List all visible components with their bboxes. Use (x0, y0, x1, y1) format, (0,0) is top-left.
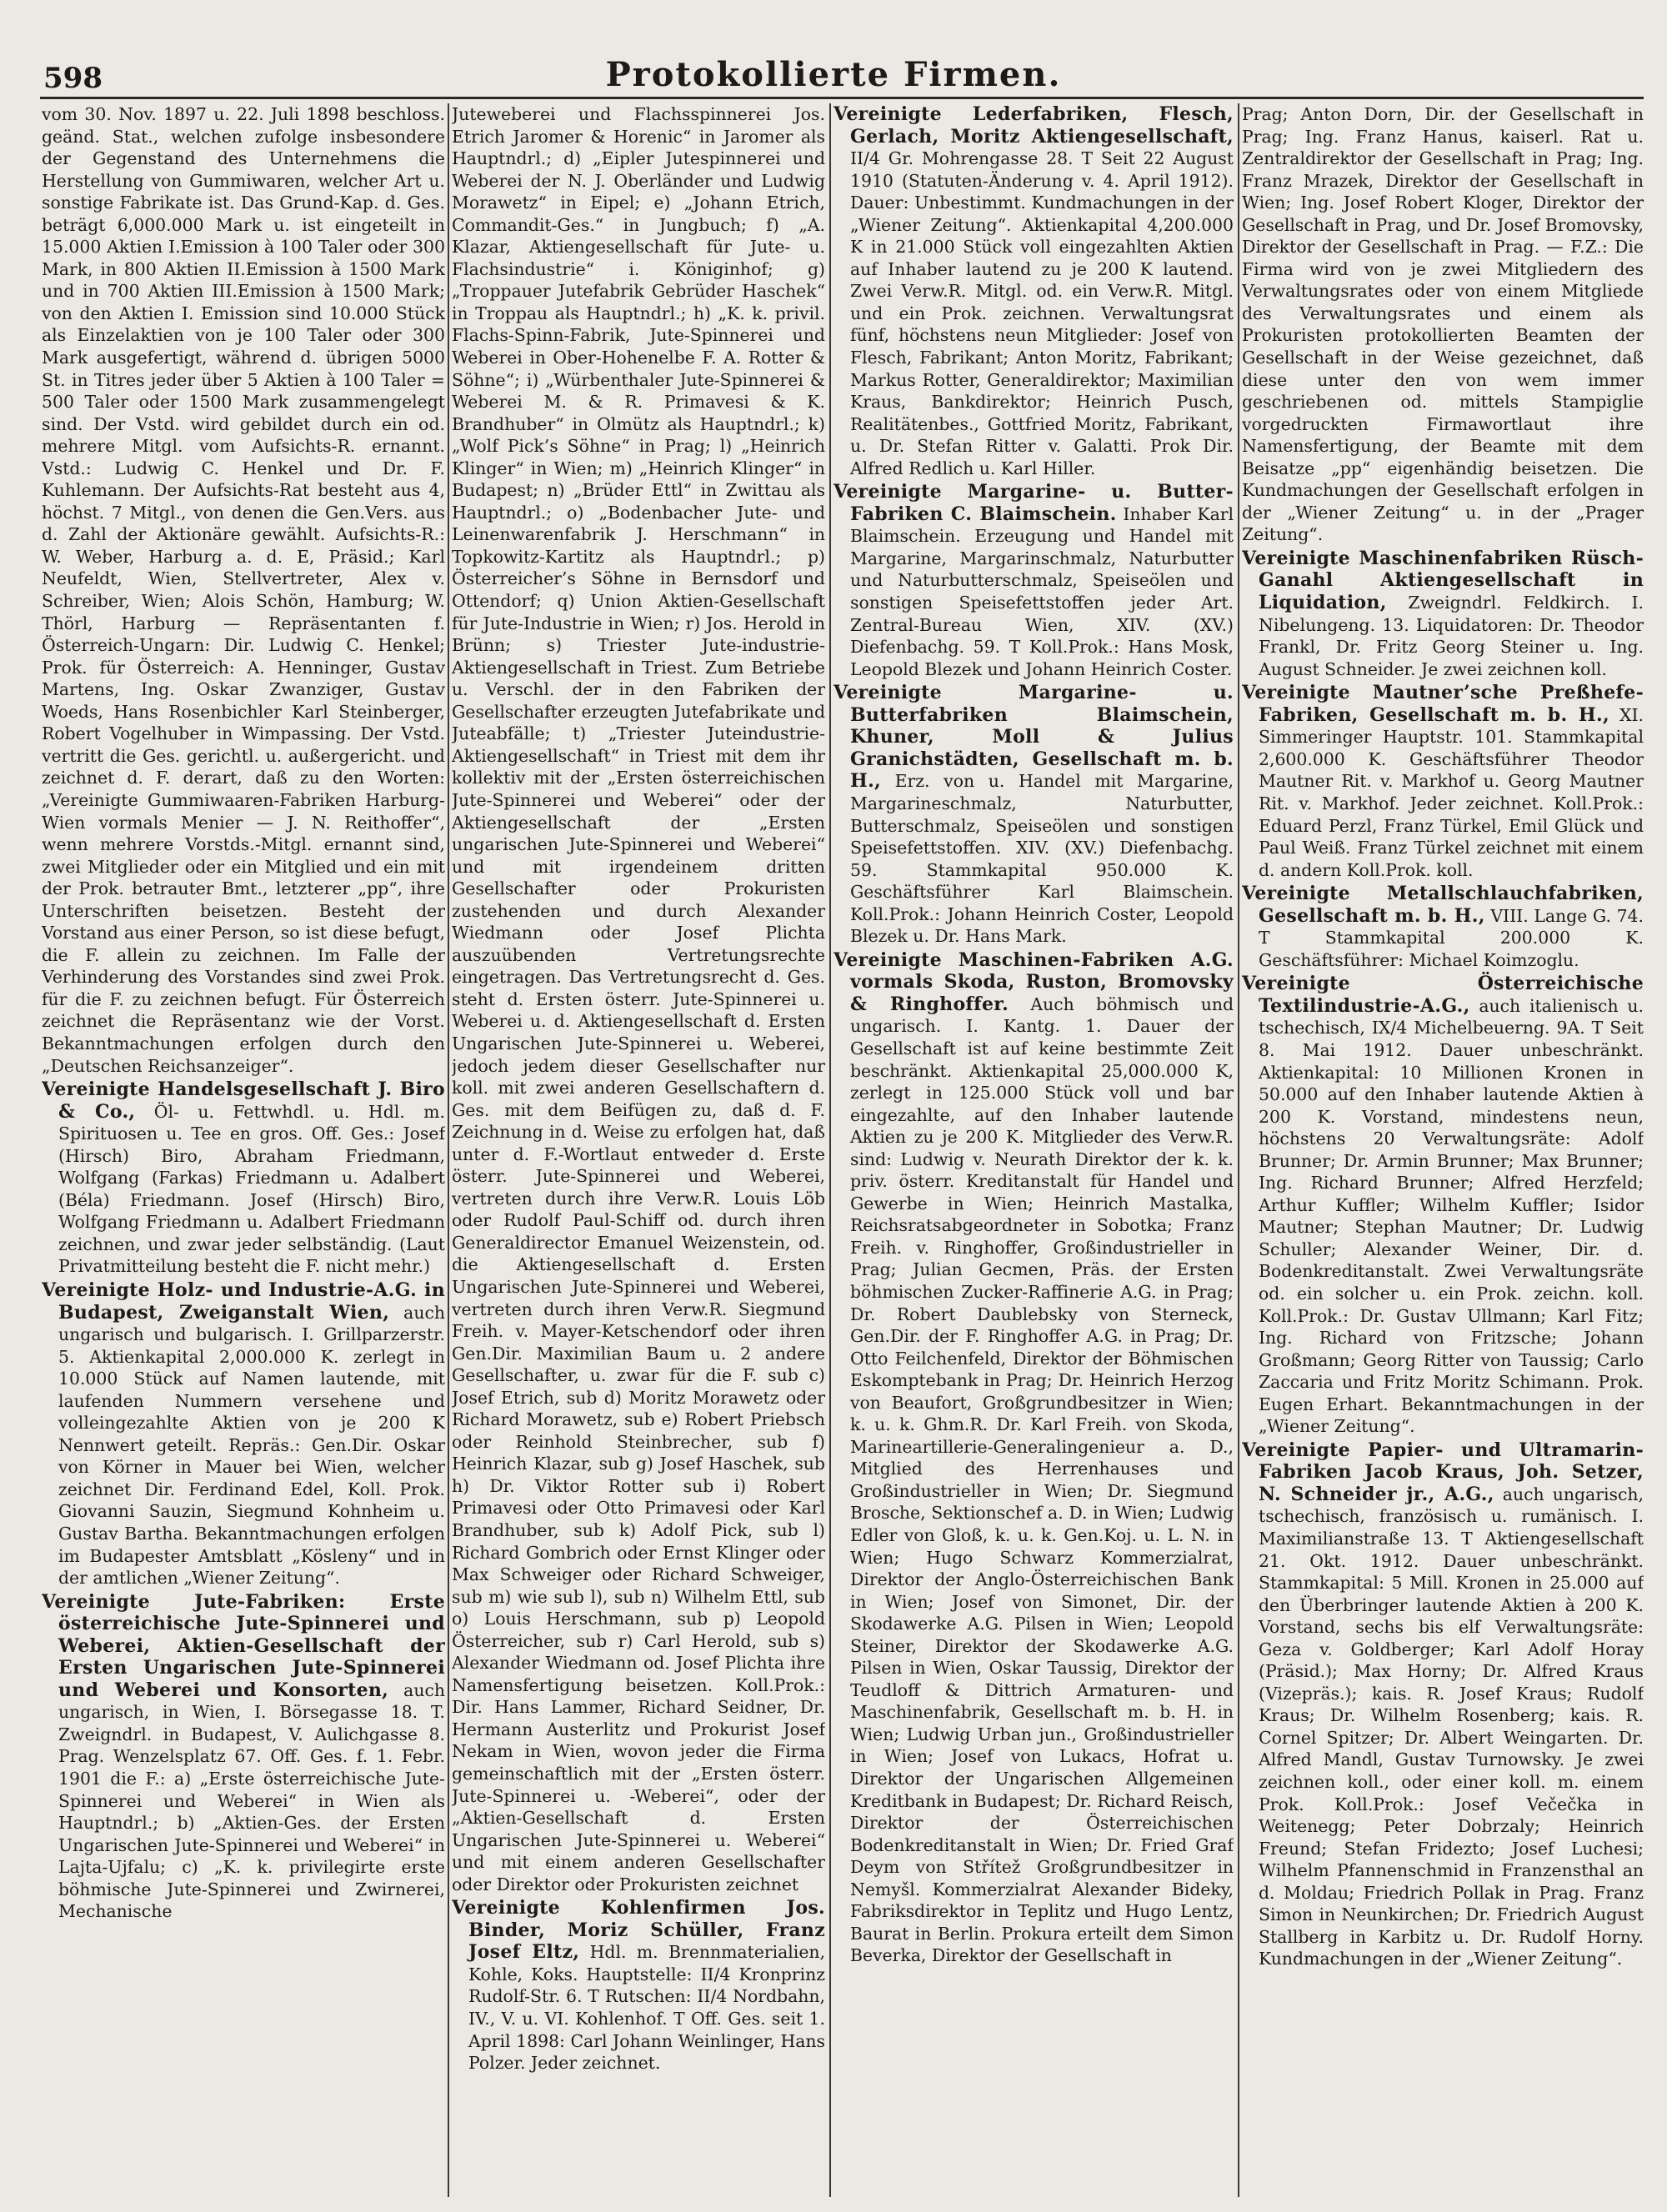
firm-entry (1242, 548, 1644, 680)
firm-entry (834, 682, 1234, 948)
entry-text: Erz. von u. Handel mit Margarine, Margarineschmalz, Naturbutter, Butterschmalz, Speiseölen und sonstigen Speisefettstoffen. XIV. (XV.) Diefenbachg. 59. Stammkapital 950.000 K. Geschäftsführer Karl Blaimschein. Koll.Prok.: Johann Heinrich Coster, Leopold Blezek u. Dr. Hans Mark. (850, 771, 1234, 947)
firm-name: Vereinigte Margarine- u. Butterfabriken Blaimschein, Khuner, Moll & Julius Granichstädten, Gesellschaft m. b. H., (834, 682, 1234, 793)
firm-entry (1242, 973, 1644, 1437)
firm-name: Vereinigte Mautner’sche Preßhefe-Fabriken, Gesellschaft m. b. H., (1242, 682, 1644, 726)
entry-text: II/4 Gr. Mohrengasse 28. T Seit 22 August 1910 (Statuten-Änderung v. 4. April 1912). Dauer: Unbestimmt. Kundmachungen in der „Wiener Zeitung“. Aktienkapital 4,200.000 K in 21.000 Stück voll eingezahlten Aktien auf Inhaber lautend zu je 200 K lautend. Zwei Verw.R. Mitgl. od. ein Verw.R. Mitgl. und ein Prok. zeichnen. Verwaltungsrat fünf, höchstens neun Mitglieder: Josef von Flesch, Fabrikant; Anton Moritz, Fabrikant; Markus Rotter, Generaldirektor; Maximilian Kraus, Bankdirektor; Heinrich Pusch, Realitätenbes., Gottfried Moritz, Fabrikant, u. Dr. Stefan Ritter v. Galatti. Prok Dir. Alfred Redlich u. Karl Hiller. (850, 148, 1234, 478)
firm-name: Vereinigte Metallschlauchfabriken, Gesellschaft m. b. H., (1242, 883, 1644, 927)
entry-text: XI. Simmeringer Hauptstr. 101. Stammkapital 2,600.000 K. Geschäftsführer Theodor Mautner Rit. v. Markhof u. Georg Mautner Rit. v. Markhof. Jeder zeichnet. Koll.Prok.: Eduard Perzl, Franz Türkel, Emil Glück und Paul Weiß. Franz Türkel zeichnet mit einem d. andern Koll.Prok. koll. (1259, 704, 1644, 880)
column-3 (834, 103, 1234, 2204)
entry-text: auch italienisch u. tschechisch, IX/4 Michelbeuerng. 9A. T Seit 8. Mai 1912. Dauer unbeschränkt. Aktienkapital: 10 Millionen Kronen in 50.000 auf den Inhaber lautende Aktien à 200 K. Vorstand, mindestens neun, höchstens 20 Verwaltungsräte: Adolf Brunner; Dr. Armin Brunner; Max Brunner; Ing. Richard Brunner; Alfred Herzfeld; Arthur Kuffler; Wilhelm Kuffler; Isidor Mautner; Stephan Mautner; Dr. Ludwig Schuller; Alexander Weiner, Dir. d. Bodenkreditanstalt. Zwei Verwaltungsräte od. ein solcher u. ein Prok. zeichn. koll. Koll.Prok.: Dr. Gustav Ullmann; Karl Fitz; Ing. Richard von Fritzsche; Johann Großmann; Georg Ritter von Taussig; Carlo Zaccaria und Fritz Moritz Schimann. Prok. Eugen Erhart. Bekanntmachungen in der „Wiener Zeitung“. (1259, 995, 1644, 1437)
entry-text: Inhaber Karl Blaimschein. Erzeugung und Handel mit Margarine, Margarinschmalz, Naturbutter und Naturbutterschmalz, Speiseölen und sonstigen Speisefettstoffen jeder Art. Zentral-Bureau Wien, XIV. (XV.) Diefenbachg. 59. T Koll.Prok.: Hans Mosk, Leopold Blezek und Johann Heinrich Coster. (850, 503, 1234, 679)
entry-continuation (42, 103, 445, 1077)
entry-text: Zweigndrl. Feldkirch. I. Nibelungeng. 13. Liquidatoren: Dr. Theodor Frankl, Dr. Fritz Georg Steiner u. Ing. August Schneider. Je zwei zeichnen koll. (1259, 593, 1644, 679)
entry-text: auch ungarisch, tschechisch, französisch u. rumänisch. I. Maximilianstraße 13. T Aktiengesellschaft 21. Okt. 1912. Dauer unbeschränkt. Stammkapital: 5 Mill. Kronen in 25.000 auf den Überbringer lautende Aktien à 200 K. Vorstand, sechs bis elf Verwaltungsräte: Geza v. Goldberger; Karl Adolf Horay (Präsid.); Max Horny; Dr. Alfred Kraus (Vizepräs.); kais. R. Josef Kraus; Rudolf Kraus; Dr. Wilhelm Rosenberg; kais. R. Cornel Spitzer; Dr. Albert Weingarten. Dr. Alfred Mandl, Gustav Turnowsky. Je zwei zeichnen koll., oder einer koll. m. einem Prok. Koll.Prok.: Josef Večečka in Weitenegg; Peter Dobrzaly; Heinrich Freund; Stefan Fridezto; Josef Luchesi; Wilhelm Pfannenschmid in Franzensthal an d. Moldau; Friedrich Pollak in Prag. Franz Simon in Neunkirchen; Dr. Friedrich August Stallberg in Karbitz u. Dr. Rudolf Horny. Kundmachungen in der „Wiener Zeitung“. (1259, 1484, 1644, 1969)
firm-name: Vereinigte Maschinen-Fabriken A.G. vormals Skoda, Ruston, Bromovsky & Ringhoffer. (834, 948, 1234, 1015)
entry-text: Öl- u. Fettwhdl. u. Hdl. m. Spirituosen u. Tee en gros. Off. Ges.: Josef (Hirsch) Biro, Abraham Friedmann, Wolfgang (Farkas) Friedmann u. Adalbert (Béla) Friedmann. Josef (Hirsch) Biro, Wolfgang Friedmann u. Adalbert Friedmann zeichnen, und zwar jeder selbständig. (Laut Privatmitteilung besteht die F. nicht mehr.) (58, 1101, 445, 1277)
firm-name: Vereinigte Österreichische Textilindustrie-A.G., (1242, 973, 1644, 1017)
firm-entry (1242, 682, 1644, 881)
firm-entry (42, 1078, 445, 1278)
entry-text: Auch böhmisch und ungarisch. I. Kantg. 1. Dauer der Gesellschaft ist auf keine bestimmte Zeit beschränkt. Aktienkapital 25,000.000 K, zerlegt in 125.000 Stück voll und bar eingezahlte, auf den Inhaber lautende Aktien zu je 200 K. Mitglieder des Verw.R. sind: Ludwig v. Neurath Direktor der k. k. priv. österr. Kreditanstalt für Handel und Gewerbe in Wien; Heinrich Mastalka, Reichsratsabgeordneter in Sobotka; Franz Freih. v. Ringhoffer, Großindustrieller in Prag; Julian Gecmen, Präs. der Ersten böhmischen Zucker-Raffinerie A.G. in Prag; Dr. Robert Daublebsky von Sterneck, Gen.Dir. der F. Ringhoffer A.G. in Prag; Dr. Otto Feilchenfeld, Direktor der Böhmischen Eskomptebank in Prag; Dr. Heinrich Herzog von Beaufort, Großgrundbesitzer in Wien; k. u. k. Ghm.R. Dr. Karl Freih. von Skoda, Marineartillerie-Generalingenieur a. D., Mitglied des Herrenhauses und Großindustrieller in Wien; Dr. Siegmund Brosche, Sektionschef a. D. in Wien; Ludwig Edler von Gloß, k. u. k. Gen.Koj. u. L. N. in Wien; Hugo Schwarz Kommerzialrat, Direktor der Anglo-Österreichischen Bank in Wien; Josef von Simonet, Dir. der Skodawerke A.G. Pilsen in Wien; Leopold Steiner, Direktor der Skodawerke A.G. Pilsen in Wien, Oskar Taussig, Direktor der Teudloff & Dittrich Armaturen- und Maschinenfabrik, Gesellschaft m. b. H. in Wien; Ludwig Urban jun., Großindustrieller in Wien; Josef von Lukacs, Hofrat u. Direktor der Ungarischen Allgemeinen Kreditbank in Budapest; Dr. Richard Reisch, Direktor der Österreichischen Bodenkreditanstalt in Wien; Dr. Fried Graf Deym von Střítež Großgrundbesitzer in Nemyšl. Kommerzialrat Alexander Bideky, Fabriksdirektor in Teplitz und Hugo Lentz, Baurat in Berlin. Prokura erteilt dem Simon Beverka, Direktor der Gesellschaft in (850, 993, 1234, 1966)
firm-entry (452, 1897, 825, 2074)
firm-entry (42, 1279, 445, 1589)
column-divider (448, 103, 449, 2197)
running-head: Protokollierte Firmen. (605, 55, 1062, 94)
entry-text: VIII. Lange G. 74. T Stammkapital 200.000 K. Geschäftsführer: Michael Koimzoglu. (1259, 905, 1644, 970)
firm-entry (834, 949, 1234, 1967)
header-rule (40, 97, 1644, 99)
firm-name: Vereinigte Handelsgesellschaft J. Biro & Co., (42, 1078, 445, 1123)
firm-name: Vereinigte Papier- und Ultramarin-Fabriken Jacob Kraus, Joh. Setzer, N. Schneider jr., A.G., (1242, 1439, 1644, 1505)
entry-text: Juteweberei und Flachsspinnerei Jos. Etrich Jaromer & Horenic“ in Jaromer als Hauptndrl.; d) „Eipler Jutespinnerei und Weberei der N. J. Oberländer und Ludwig Morawetz“ in Eipel; e) „Johann Etrich, Commandit-Ges.“ in Jungbuch; f) „A. Klazar, Aktiengesellschaft für Jute- u. Flachsindustrie“ i. Königinhof; g) „Troppauer Jutefabrik Gebrüder Haschek“ in Troppau als Hauptndrl.; h) „K. k. privil. Flachs-Spinn-Fabrik, Jute-Spinnerei und Weberei in Ober-Hohenelbe F. A. Rotter & Söhne“; i) „Würbenthaler Jute-Spinnerei & Weberei M. & R. Primavesi & K. Brandhuber“ in Olmütz als Hauptndrl.; k) „Wolf Pick’s Söhne“ in Prag; l) „Heinrich Klinger“ in Wien; m) „Heinrich Klinger“ in Budapest; n) „Brüder Ettl“ in Zwittau als Hauptndrl.; o) „Bodenbacher Jute- und Leinenwarenfabrik J. Herschmann“ in Topkowitz-Kartitz als Hauptndrl.; p) Österreicher’s Söhne in Bernsdorf und Ottendorf; q) Union Aktien-Gesellschaft für Jute-Industrie in Wien; r) Jos. Herold in Brünn; s) Triester Jute-industrie-Aktiengesellschaft in Triest. Zum Betriebe u. Verschl. der in den Fabriken der Gesellschafter erzeugten Jutefabrikate und Juteabfälle; t) „Triester Juteindustrie-Aktiengesellschaft“ in Triest mit dem ihr kollektiv mit der „Ersten österreichischen Jute-Spinnerei und Weberei“ oder der Aktiengesellschaft der „Ersten ungarischen Jute-Spinnerei und Weberei“ und mit irgendeinem dritten Gesellschafter oder Prokuristen zustehenden und durch Alexander Wiedmann oder Josef Plichta auszuübenden Vertretungsrechte eingetragen. Das Vertretungsrecht d. Ges. steht d. Ersten österr. Jute-Spinnerei u. Weberei u. d. Aktiengesellschaft d. Ersten Ungarischen Jute-Spinnerei u. Weberei, jedoch jedem dieser Gesellschafter nur koll. mit zwei anderen Gesellschaftern d. Ges. mit dem Beifügen zu, daß d. F. Zeichnung in d. Weise zu erfolgen hat, daß unter d. F.-Wortlaut entweder d. Erste österr. Jute-Spinnerei und Weberei, vertreten durch ihre Verw.R. Louis Löb oder Rudolf Paul-Schiff od. durch ihren Generaldirector Emanuel Weizenstein, od. die Aktiengesellschaft d. Ersten Ungarischen Jute-Spinnerei und Weberei, vertreten durch ihren Verw.R. Siegmund Freih. v. Mayer-Ketschendorf oder ihren Gen.Dir. Maximilian Baum u. 2 andere Gesellschafter, u. zwar für die F. sub c) Josef Etrich, sub d) Moritz Morawetz oder Richard Morawetz, sub e) Robert Priebsch oder Reinhold Steinbrecher, sub f) Heinrich Klazar, sub g) Josef Haschek, sub h) Dr. Viktor Rotter sub i) Robert Primavesi oder Otto Primavesi oder Karl Brandhuber, sub k) Adolf Pick, sub l) Richard Gombrich oder Ernst Klinger oder Max Schweiger oder Richard Schweiger, sub m) wie sub l), sub n) Wilhelm Ettl, sub o) Louis Herschmann, sub p) Leopold Österreicher, sub r) Carl Herold, sub s) Alexander Wiedmann od. Josef Plichta ihre Namensfertigung beisetzen. Koll.Prok.: Dir. Hans Lammer, Richard Seidner, Dr. Hermann Austerlitz und Prokurist Josef Nekam in Wien, wovon jeder die Firma gemeinschaftlich mit der „Ersten österr. Jute-Spinnerei u. -Weberei“, oder der „Aktien-Gesellschaft d. Ersten Ungarischen Jute-Spinnerei u. Weberei“ und mit einem anderen Gesellschafter oder Direktor oder Prokuristen zeichnet (452, 104, 825, 1894)
firm-name: Vereinigte Lederfabriken, Flesch, Gerlach, Moritz Aktiengesellschaft, (834, 103, 1234, 148)
page-number: 598 (43, 62, 103, 95)
entry-continuation (1242, 103, 1644, 546)
column-divider (829, 103, 831, 2197)
entry-continuation (452, 103, 825, 1895)
entry-text: auch ungarisch und bulgarisch. I. Grillparzerstr. 5. Aktienkapital 2,000.000 K. zerlegt in 10.000 Stück auf Namen lautende, mit laufenden Nummern versehene und volleingezahlte Aktien von je 200 K Nennwert geteilt. Repräs.: Gen.Dir. Oskar von Körner in Mauer bei Wien, welcher zeichnet Dir. Ferdinand Edel, Koll. Prok. Giovanni Sauzin, Siegmund Kohnheim u. Gustav Bartha. Bekanntmachungen erfolgen im Budapester Amtsblatt „Kösleny“ und in der amtlichen „Wiener Zeitung“. (58, 1302, 445, 1589)
firm-entry (834, 103, 1234, 479)
firm-name: Vereinigte Holz- und Industrie-A.G. in Budapest, Zweiganstalt Wien, (42, 1279, 445, 1324)
column-2 (452, 103, 825, 2204)
entry-text: vom 30. Nov. 1897 u. 22. Juli 1898 beschloss. geänd. Stat., welchen zufolge insbesondere der Gegenstand des Unternehmens die Herstellung von Gummiwaren, welcher Art u. sonstige Fabrikate ist. Das Grund-Kap. d. Ges. beträgt 6,000.000 Mark u. ist eingeteilt in 15.000 Aktien I.Emission à 100 Taler oder 300 Mark, in 800 Aktien II.Emission à 1500 Mark und in 700 Aktien III.Emission à 1500 Mark; von den Aktien I. Emission sind 10.000 Stück als Einzelaktien von je 100 Taler oder 300 Mark ausgefertigt, während d. übrigen 5000 St. in Titres jeder über 5 Aktien à 100 Taler = 500 Taler oder 1500 Mark zusammengelegt sind. Der Vstd. wird gebildet durch ein od. mehrere Mitgl. vom Aufsichts-R. ernannt. Vstd.: Ludwig C. Henkel und Dr. F. Kuhlemann. Der Aufsichts-Rat besteht aus 4, höchst. 7 Mitgl., von denen die Gen.Vers. aus d. Zahl der Aktionäre gewählt. Aufsichts-R.: W. Weber, Harburg a. d. E, Präsid.; Karl Neufeldt, Wien, Stellvertreter, Alex v. Schreiber, Wien; Alois Schön, Hamburg; W. Thörl, Harburg — Repräsentanten f. Österreich-Ungarn: Dir. Ludwig C. Henkel; Prok. für Österreich: A. Henninger, Gustav Martens, Ing. Oskar Zwanziger, Gustav Woeds, Hans Rosenbichler Karl Steinberger, Robert Vogelhuber in Wimpassing. Der Vstd. vertritt die Ges. gerichtl. u. außergericht. und zeichnet d. F. derart, daß zu den Worten: „Vereinigte Gummiwaaren-Fabriken Harburg-Wien vormals Menier — J. N. Reithoffer“, wenn mehrere Vorstds.-Mitgl. ernannt sind, zwei Mitglieder oder ein Mitglied und ein mit der Prok. betrauter Bmt., letzterer „pp“, ihre Unterschriften beisetzen. Besteht der Vorstand aus einer Person, so ist diese befugt, die F. allein zu zeichnen. Im Falle der Verhinderung des Vorstandes sind zwei Prok. für die F. zu zeichnen befugt. Für Österreich zeichnet die Repräsentanz wie der Vorst. Bekanntmachungen erfolgen durch den „Deutschen Reichsanzeiger“. (42, 104, 445, 1076)
entry-text: Hdl. m. Brennmaterialien, Kohle, Koks. Hauptstelle: II/4 Kronprinz Rudolf-Str. 6. T Rutschen: II/4 Nordbahn, IV., V. u. VI. Kohlenhof. T Off. Ges. seit 1. April 1898: Carl Johann Weinlinger, Hans Polzer. Jeder zeichnet. (468, 1942, 825, 2074)
column-divider (1238, 103, 1239, 2197)
firm-name: Vereinigte Kohlenfirmen Jos. Binder, Moriz Schüller, Franz Josef Eltz, (452, 1897, 825, 1964)
firm-name: Vereinigte Jute-Fabriken: Erste österreichische Jute-Spinnerei und Weberei, Aktien-Gesellschaft der Ersten Ungarischen Jute-Spinnerei und Weberei und Konsorten, (42, 1590, 445, 1701)
firm-entry (1242, 1439, 1644, 1970)
entry-text: Prag; Anton Dorn, Dir. der Gesellschaft in Prag; Ing. Franz Hanus, kaiserl. Rat u. Zentraldirektor der Gesellschaft in Prag; Ing. Franz Mrazek, Direktor der Gesellschaft in Wien; Ing. Josef Robert Kloger, Direktor der Gesellschaft in Prag, und Dr. Josef Bromovsky, Direktor der Gesellschaft in Prag. — F.Z.: Die Firma wird von je zwei Mitgliedern des Verwaltungsrates oder von einem Mitgliede des Verwaltungsrates und einem als Prokuristen protokollierten Beamten der Gesellschaft in der Weise gezeichnet, daß diese unter den von wem immer geschriebenen od. mittels Stampiglie vorgedruckten Firmawortlaut ihre Namensfertigung, der Beamte mit dem Beisatze „pp“ eigenhändig beisetzen. Die Kundmachungen der Gesellschaft erfolgen in der „Wiener Zeitung“ u. in der „Prager Zeitung“. (1242, 104, 1644, 545)
firm-entry (1242, 883, 1644, 971)
firm-name: Vereinigte Maschinenfabriken Rüsch-Ganahl Aktiengesellschaft in Liquidation, (1242, 547, 1644, 614)
column-1 (42, 103, 445, 2204)
firm-entry (834, 481, 1234, 680)
firm-entry (42, 1591, 445, 1923)
column-4 (1242, 103, 1644, 2204)
firm-name: Vereinigte Margarine- u. Butter-Fabriken C. Blaimschein. (834, 481, 1234, 525)
entry-text: auch ungarisch, in Wien, I. Börsegasse 18. T. Zweigndrl. in Budapest, V. Aulichgasse 8. Prag. Wenzelsplatz 67. Off. Ges. f. 1. Febr. 1901 die F.: a) „Erste österreichische Jute-Spinnerei und Weberei“ in Wien als Hauptndrl.; b) „Aktien-Ges. der Ersten Ungarischen Jute-Spinnerei und Weberei“ in Lajta-Ujfalu; c) „K. k. privilegirte erste böhmische Jute-Spinnerei und Zwirnerei, Mechanische (58, 1679, 445, 1922)
